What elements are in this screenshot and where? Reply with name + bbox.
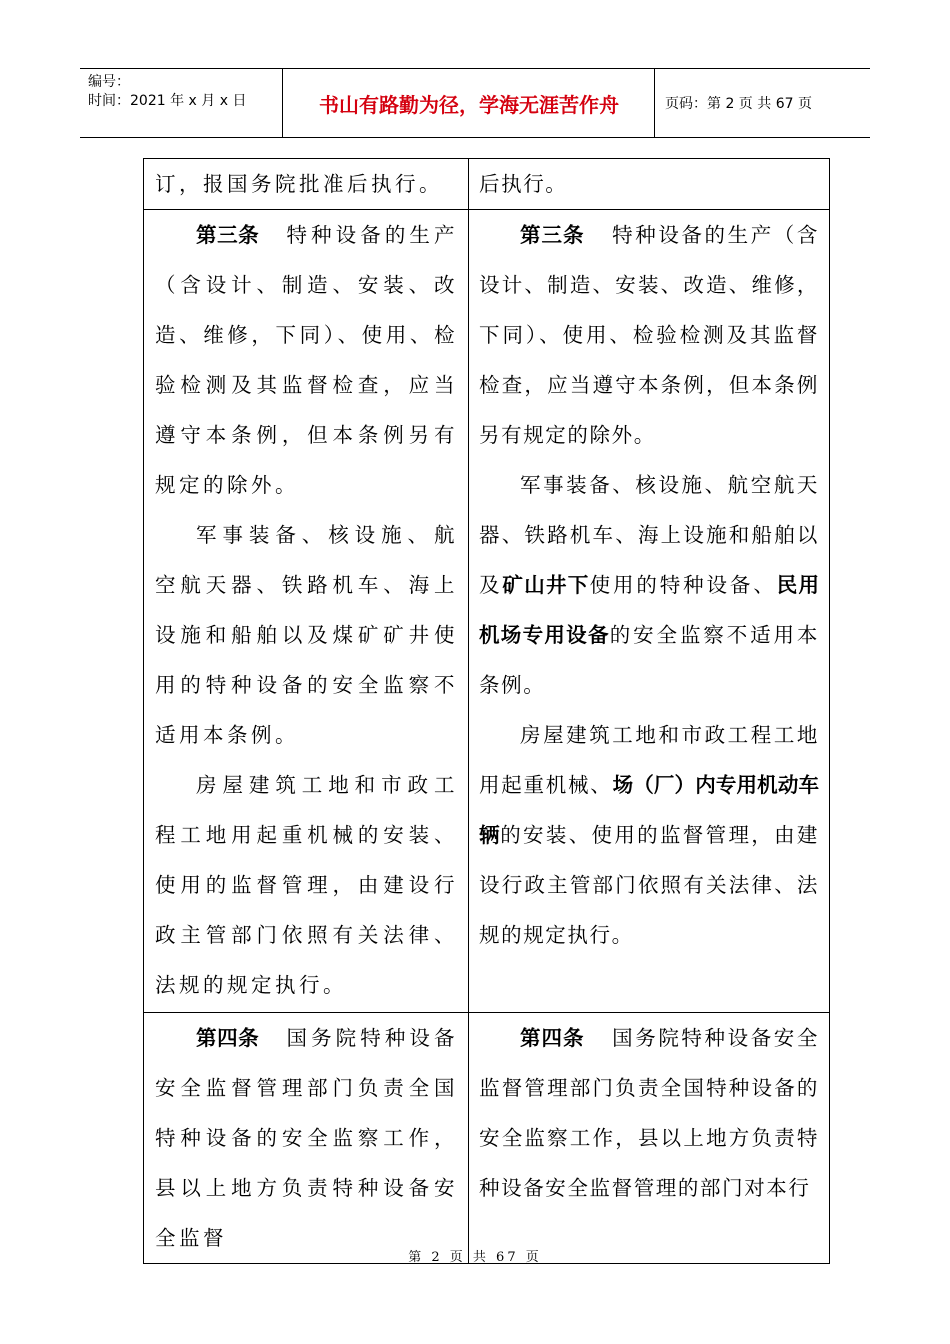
page-header bbox=[80, 68, 870, 138]
paragraph-text: 特种设备的生产（含设计、制造、安装、改造、维修，下同）、使用、检验检测及其监督检查，应当遵守本条例，但本条例另有规定的除外。 bbox=[479, 223, 820, 447]
amended-text: 矿山井下 bbox=[502, 573, 590, 597]
paragraph-text: 国务院特种设备安全监督管理部门负责全国特种设备的安全监察工作，县以上地方负责特种设备安全监督 bbox=[155, 1026, 459, 1250]
new-text-cell bbox=[469, 1013, 829, 1263]
old-text-cell bbox=[144, 1013, 469, 1263]
article-heading: 第四条 bbox=[196, 1026, 260, 1050]
new-text-cell bbox=[469, 210, 829, 1012]
header-meta bbox=[80, 69, 283, 137]
amended-text: 民用机场专用设备 bbox=[479, 573, 820, 647]
paragraph bbox=[479, 460, 819, 710]
table-row bbox=[144, 159, 829, 210]
amended-text: 场（厂）内专用机动车辆 bbox=[479, 773, 819, 847]
page-footer: 第 2 页 共 67 页 bbox=[408, 1250, 542, 1265]
paragraph bbox=[479, 1013, 819, 1213]
paragraph-text: 国务院特种设备安全监督管理部门负责全国特种设备的安全监察工作，县以上地方负责特种设备安全监督管理的部门对本行 bbox=[479, 1026, 820, 1200]
article-heading: 第三条 bbox=[196, 223, 260, 247]
header-page-label: 页码：第 2 页 共 67 页 bbox=[665, 96, 812, 112]
article-heading: 第四条 bbox=[520, 1026, 585, 1050]
paragraph-text: 特种设备的生产（含设计、制造、安装、改造、维修，下同）、使用、检验检测及其监督检查，应当遵守本条例，但本条例另有规定的除外。 bbox=[155, 223, 459, 497]
table-row bbox=[144, 210, 829, 1013]
old-text-cell bbox=[144, 210, 469, 1012]
paragraph-text: 的安全监察不适用本条例。 bbox=[479, 623, 820, 697]
new-text-cell bbox=[469, 159, 829, 209]
paragraph bbox=[479, 710, 819, 960]
paragraph: 后执行。 bbox=[479, 172, 568, 196]
paragraph-text: 的安装、使用的监督管理，由建设行政主管部门依照有关法律、法规的规定执行。 bbox=[479, 823, 820, 947]
table-row bbox=[144, 1013, 829, 1263]
paragraph bbox=[479, 210, 819, 460]
paragraph: 订，报国务院批准后执行。 bbox=[155, 172, 443, 196]
paragraph-text: 使用的特种设备、 bbox=[589, 573, 777, 597]
paragraph: 军事装备、核设施、航空航天器、铁路机车、海上设施和船舶以及煤矿矿井使用的特种设备的安全监察不适用本条例。 bbox=[155, 523, 458, 747]
paragraph bbox=[155, 210, 458, 510]
paragraph bbox=[155, 1013, 458, 1263]
comparison-table bbox=[143, 158, 830, 1264]
paragraph-text: 房屋建筑工地和市政工程工地用起重机械、 bbox=[479, 723, 819, 797]
paragraph: 房屋建筑工地和市政工程工地用起重机械的安装、使用的监督管理，由建设行政主管部门依照有关法律、法规的规定执行。 bbox=[155, 773, 458, 997]
date-label: 时间：2021 年 x 月 x 日 bbox=[88, 93, 247, 109]
article-heading: 第三条 bbox=[520, 223, 585, 247]
old-text-cell bbox=[144, 159, 469, 209]
header-motto: 书山有路勤为径，学海无涯苦作舟 bbox=[284, 69, 655, 137]
paragraph-text: 军事装备、核设施、航空航天器、铁路机车、海上设施和船舶以及 bbox=[479, 473, 819, 597]
number-label: 编号： bbox=[88, 74, 130, 90]
